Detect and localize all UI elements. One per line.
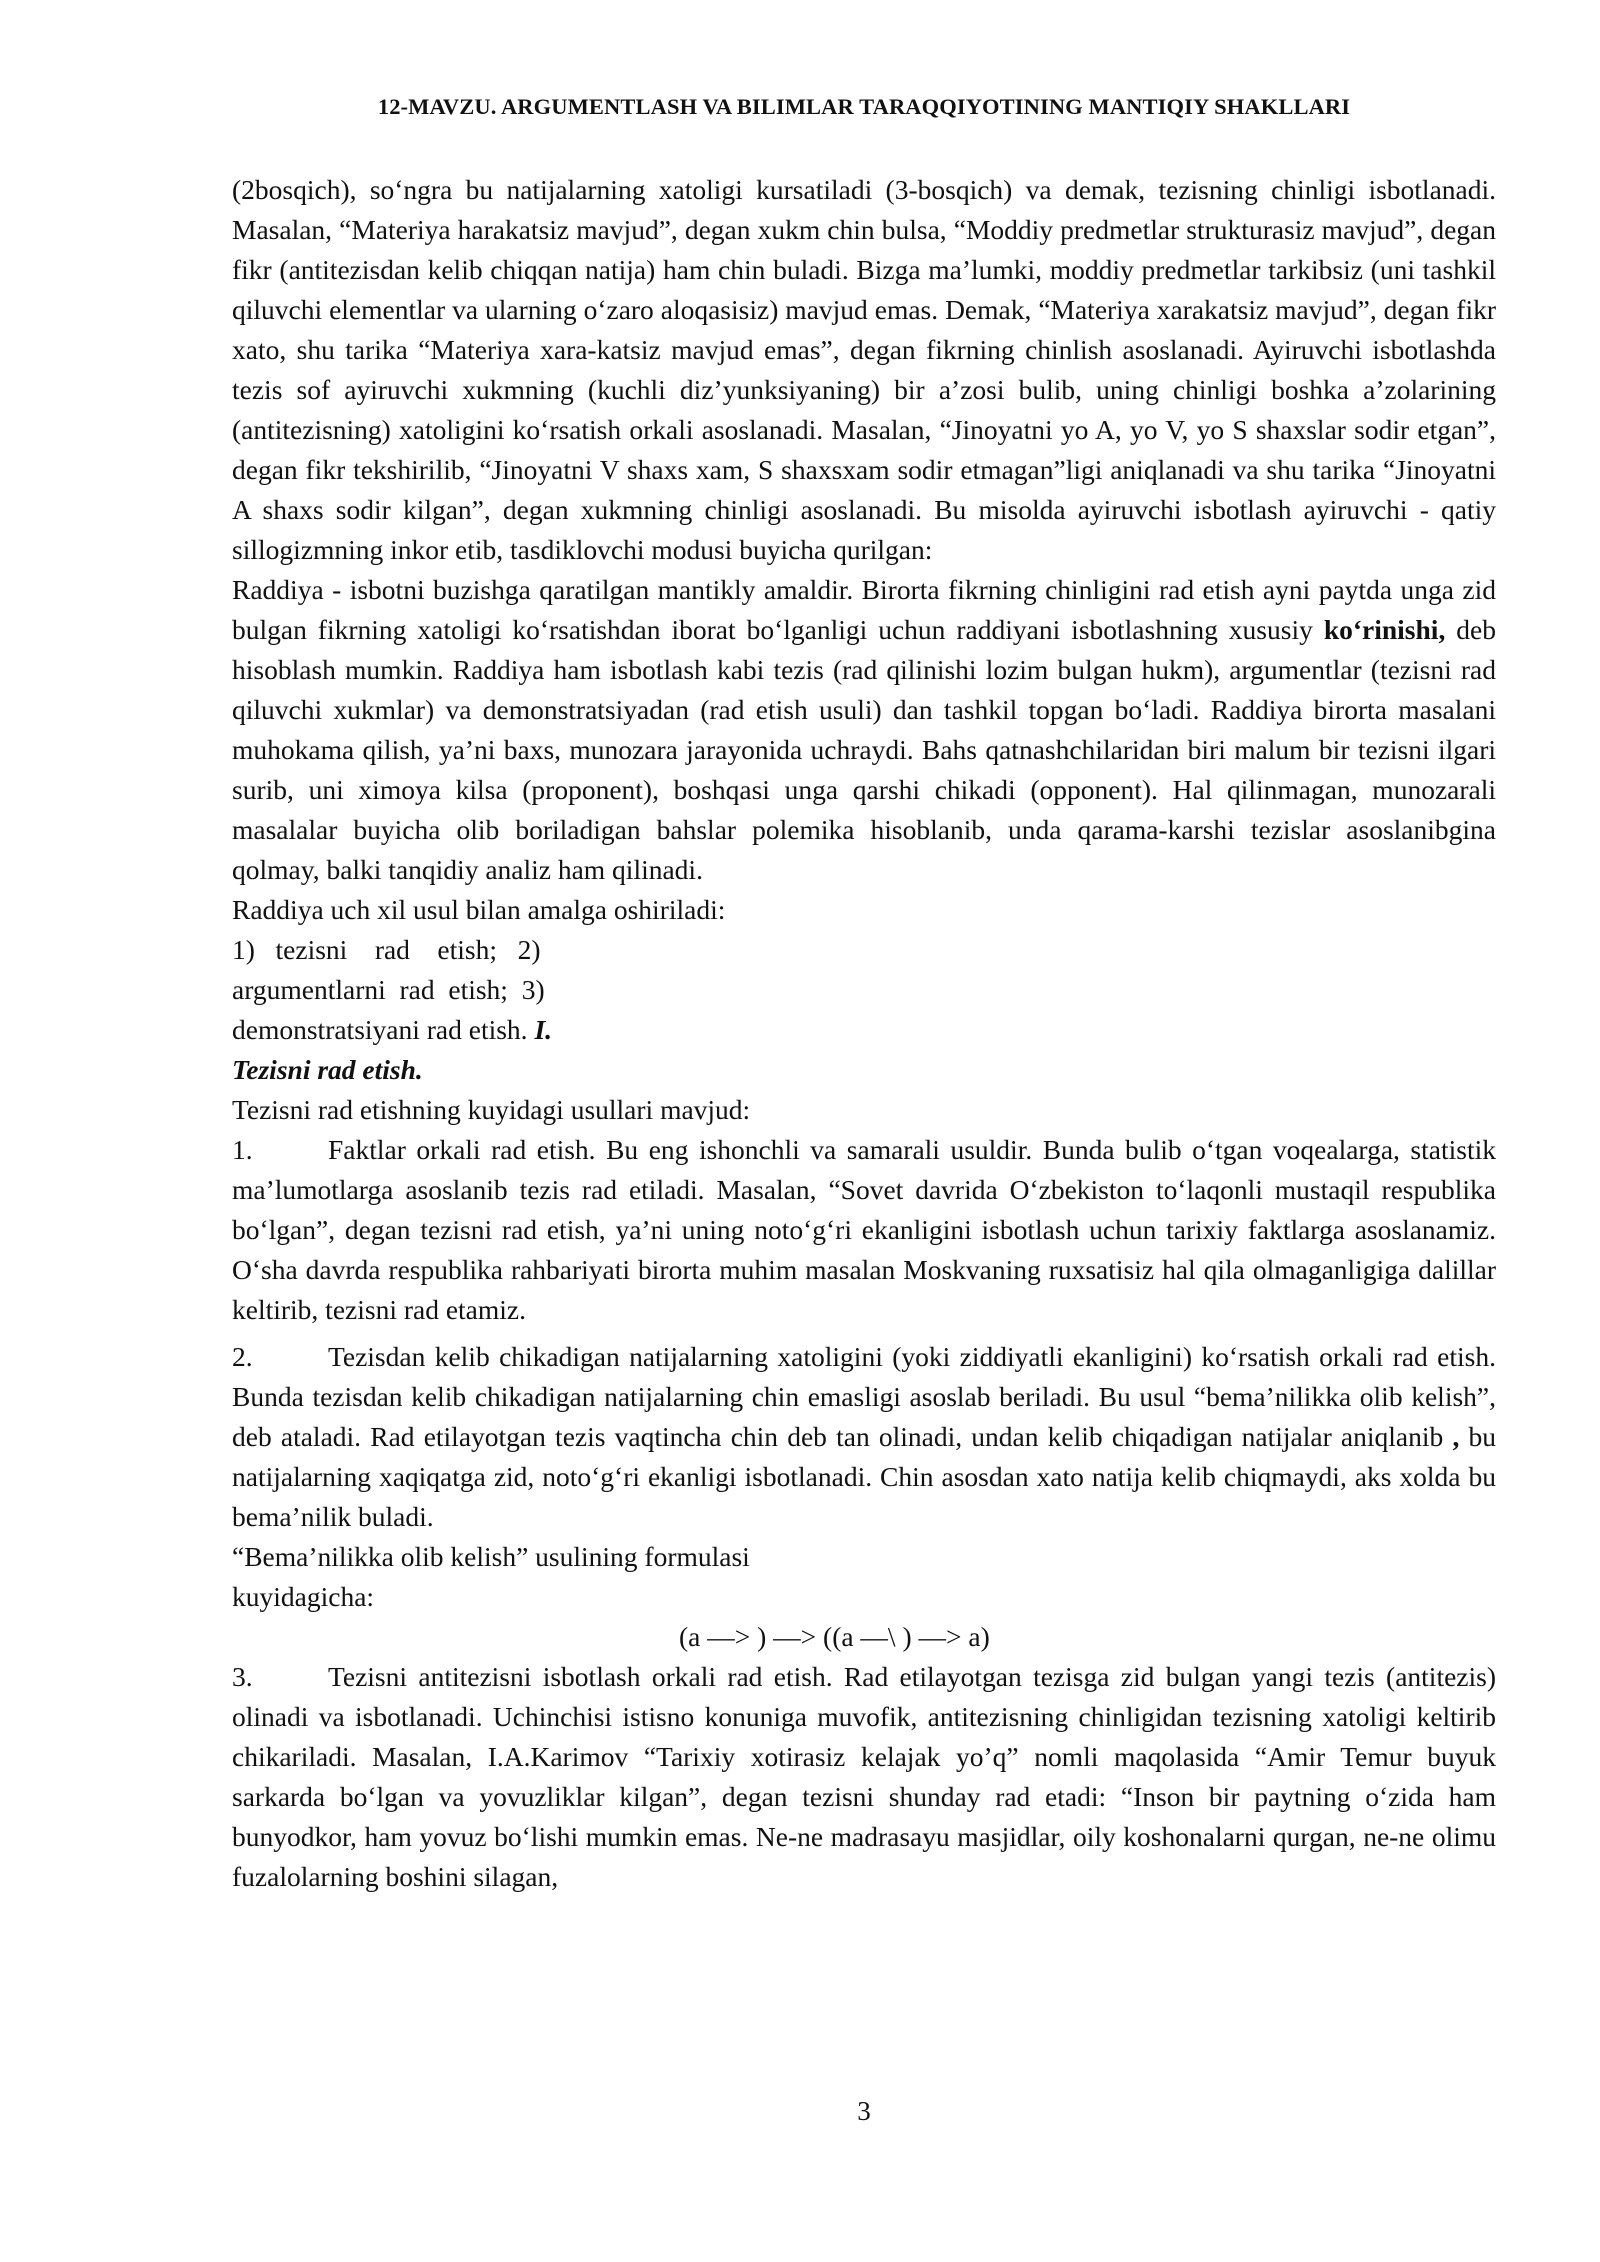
list-item-1: [232, 1130, 1496, 1330]
list-item-2-line: “Bema’nilikka olib kelish” usulining formulasi: [232, 1541, 750, 1572]
bold-term: ko‘rinishi,: [1323, 614, 1446, 645]
section-number: I.: [534, 1014, 553, 1045]
paragraph-raddiya-definition: [232, 570, 1496, 890]
list-item-number: 3.: [232, 1661, 253, 1692]
method-list-line-3: [232, 1010, 1496, 1050]
paragraph-three-methods: Raddiya uch xil usul bilan amalga oshiriladi:: [232, 894, 726, 925]
list-item-text: Tezisni antitezisni isbotlash orkali rad etish. Rad etilayotgan tezisga zid bulgan yangi tezis (antitezis) olinadi va isbotlanadi. Uchinchisi istisno konuniga muvofik, antitezisning chinligidan tezisning xatoligi keltirib chikariladi. Masalan, I.A.Karimov “Tarixiy xotirasiz kelajak yo’q” nomli maqolasida “Amir Temur buyuk sarkarda bo‘lgan va yovuzliklar kilgan”, degan tezisni shunday rad etadi: “Inson bir paytning o‘zida ham bunyodkor, ham yovuz bo‘lishi mumkin emas. Ne-ne madrasayu masjidlar, oily koshonalarni qurgan, ne-ne olimu fuzalolarning boshini silagan,: [232, 1661, 1496, 1892]
section-heading: Tezisni rad etish.: [232, 1054, 423, 1085]
paragraph-text: deb hisoblash mumkin. Raddiya ham isbotlash kabi tezis (rad qilinishi lozim bulgan hukm), argumentlar (tezisni rad qiluvchi xukmlar) va demonstratsiyadan (rad etish usuli) dan tashkil topgan bo‘ladi. Raddiya birorta masalani muhokama qilish, ya’ni baxs, munozara jarayonida uchraydi. Bahs qatnashchilaridan biri malum bir tezisni ilgari surib, uni ximoya kilsa (proponent), boshqasi unga qarshi chikadi (opponent). Hal qilinmagan, munozarali masalalar buyicha olib boriladigan bahslar polemika hisoblanib, unda qarama-karshi tezislar asoslanibgina qolmay, balki tanqidiy analiz ham qilinadi.: [232, 614, 1496, 885]
paragraph-text: Raddiya - isbotni buzishga qaratilgan mantikly amaldir. Birorta fikrning chinligini rad etish ayni paytda unga zid bulgan fikrning xatoligi ko‘rsatishdan iborat bo‘lganligi uchun raddiyani isbotlashning xususiy: [232, 574, 1496, 645]
method-list-line-1: 1) tezisni rad etish; 2): [232, 934, 541, 965]
list-item-3: [232, 1657, 1496, 1897]
list-item-text: bu natijalarning xaqiqatga zid, noto‘g‘ri ekanligi isbotlanadi. Chin asosdan xato natija kelib chiqmaydi, aks xolda bu bema’nilik buladi.: [232, 1421, 1496, 1532]
list-item-number: 1.: [232, 1134, 253, 1165]
list-item-2: [232, 1337, 1496, 1537]
list-item-2-line: kuyidagicha:: [232, 1581, 375, 1612]
bold-comma: ,: [1452, 1421, 1460, 1452]
formula: (a —> ) —> ((a —\ ) —> a): [679, 1621, 990, 1652]
running-header: 12-MAVZU. ARGUMENTLASH VA BILIMLAR TARAQQIYOTINING MANTIQIY SHAKLLARI: [377, 94, 1351, 119]
list-item-text: Tezisdan kelib chikadigan natijalarning xatoligini (yoki ziddiyatli ekanligini) ko‘rsatish orkali rad etish. Bunda tezisdan kelib chikadigan natijalarning chin emasligi asoslab beriladi. Bu usul “bema’nilikka olib kelish”, deb ataladi. Rad etilayotgan tezis vaqtincha chin deb tan olinadi, undan kelib chiqadigan natijalar aniqlanib: [232, 1341, 1496, 1452]
method-list-line-2: argumentlarni rad etish; 3): [232, 974, 545, 1005]
document-body: [232, 170, 1496, 1897]
paragraph-proof-by-contradiction: (2bosqich), so‘ngra bu natijalarning xatoligi kursatiladi (3-bosqich) va demak, tezisning chinligi isbotlanadi. Masalan, “Materiya harakatsiz mavjud”, degan xukm chin bulsa, “Moddiy predmetlar strukturasiz mavjud”, degan fikr (antitezisdan kelib chiqqan natija) ham chin buladi. Bizga ma’lumki, moddiy predmetlar tarkibsiz (uni tashkil qiluvchi elementlar va ularning o‘zaro aloqasisiz) mavjud emas. Demak, “Materiya xarakatsiz mavjud”, degan fikr xato, shu tarika “Materiya xara-katsiz mavjud emas”, degan fikrning chinlish asoslanadi. Ayiruvchi isbotlashda tezis sof ayiruvchi xukmning (kuchli diz’yunksiyaning) bir a’zosi bulib, uning chinligi boshka a’zolarining (antitezisning) xatoligini ko‘rsatish orkali asoslanadi. Masalan, “Jinoyatni yo A, yo V, yo S shaxslar sodir etgan”, degan fikr tekshirilib, “Jinoyatni V shaxs xam, S shaxsxam sodir etmagan”ligi aniqlanadi va shu tarika “Jinoyatni A shaxs sodir kilgan”, degan xukmning chinligi asoslanadi. Bu misolda ayiruvchi isbotlash ayiruvchi - qatiy sillogizmning inkor etib, tasdiklovchi modusi buyicha qurilgan:: [232, 174, 1496, 565]
page-number: 3: [857, 2096, 871, 2126]
list-item-text: Faktlar orkali rad etish. Bu eng ishonchli va samarali usuldir. Bunda bulib o‘tgan voqealarga, statistik ma’lumotlarga asoslanib tezis rad etiladi. Masalan, “Sovet davrida O‘zbekiston to‘laqonli mustaqil respublika bo‘lgan”, degan tezisni rad etish, ya’ni uning noto‘g‘ri ekanligini isbotlash uchun tarixiy faktlarga asoslanamiz. O‘sha davrda respublika rahbariyati birorta muhim masalan Moskvaning ruxsatisiz hal qila olmaganligiga dalillar keltirib, tezisni rad etamiz.: [232, 1134, 1496, 1325]
list-item-number: 2.: [232, 1341, 253, 1372]
list-text: demonstratsiyani rad etish.: [232, 1014, 535, 1045]
paragraph-methods-intro: Tezisni rad etishning kuyidagi usullari mavjud:: [232, 1094, 751, 1125]
